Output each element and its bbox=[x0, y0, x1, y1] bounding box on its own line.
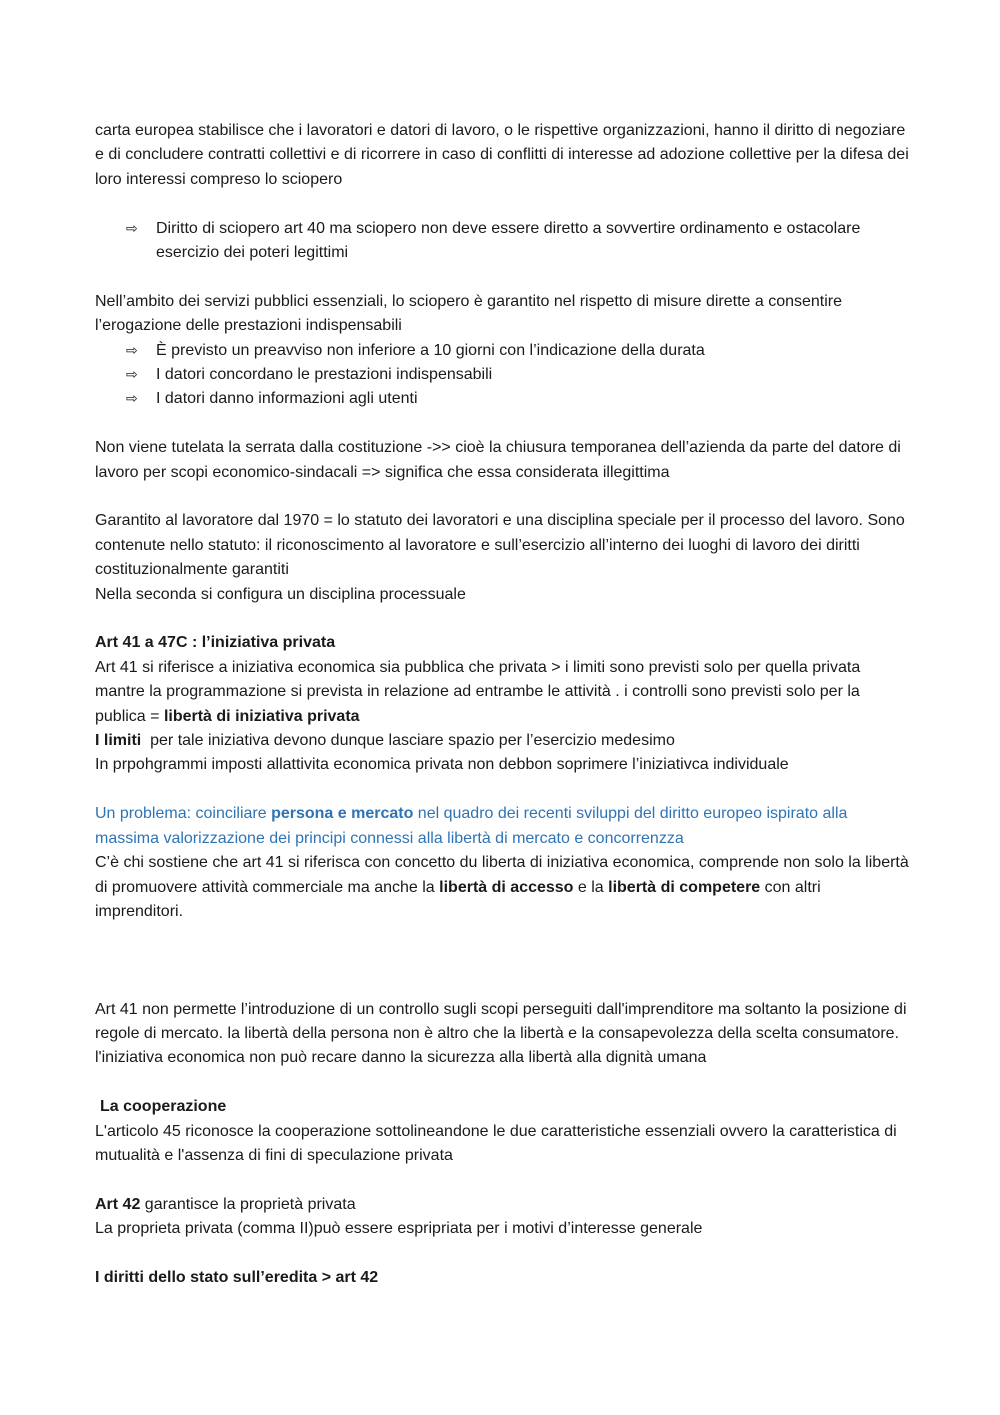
list-item-text: È previsto un preavviso non inferiore a 10 giorni con l’indicazione della durata bbox=[156, 341, 705, 359]
heading-art41 bbox=[95, 631, 910, 655]
paragraph-programmi: In prpohgrammi imposti allattivita economica privata non debbon soprimere l’iniziativca individuale bbox=[95, 756, 789, 774]
paragraph-limiti bbox=[95, 729, 910, 753]
paragraph-proprieta: La proprieta privata (comma II)può essere espripriata per i motivi d’interesse generale bbox=[95, 1220, 703, 1238]
paragraph-art41 bbox=[95, 656, 910, 729]
spacer bbox=[95, 192, 910, 216]
list-item bbox=[95, 387, 910, 411]
paragraph-seconda: Nella seconda si configura un disciplina processuale bbox=[95, 585, 466, 603]
paragraph-problema bbox=[95, 802, 910, 851]
paragraph-chi-sostiene bbox=[95, 851, 910, 924]
spacer bbox=[95, 1071, 910, 1095]
heading-cooperazione-text: La cooperazione bbox=[100, 1098, 227, 1116]
arrow-bullet-icon: ⇨ bbox=[126, 367, 138, 384]
paragraph-art41-controllo: Art 41 non permette l’introduzione di un controllo sugli scopi perseguiti dall'imprenditore ma soltanto la posizione di regole di mercato. la libertà della persona non è altro che la libertà e la consapevolezza della scelta consumatore. l'iniziativa economica non può recare danno la sicurezza alla libertà alla dignità umana bbox=[95, 1000, 907, 1067]
heading-art41-text: Art 41 a 47C : l’iniziativa privata bbox=[95, 634, 336, 652]
paragraph-carta-europea: carta europea stabilisce che i lavoratori e datori di lavoro, o le rispettive organizzazioni, hanno il diritto di negoziare e di concludere contratti collettivi e di ricorrere in caso di conflitti di interesse ad adozione collettive per la difesa dei loro interessi compreso lo sciopero bbox=[95, 122, 909, 188]
spacer bbox=[95, 485, 910, 509]
spacer bbox=[95, 973, 910, 997]
spacer bbox=[95, 1242, 910, 1266]
spacer bbox=[95, 412, 910, 436]
paragraph-chi-sostiene-text-a: C’è chi sostiene che art 41 si riferisca con concetto du liberta di iniziativa economica, comprende non solo la libertà di promuovere attività commerciale ma anche la bbox=[95, 854, 909, 896]
paragraph-chi-sostiene-text-b: e la bbox=[573, 878, 609, 896]
bullet-list-servizi bbox=[95, 339, 910, 412]
paragraph-servizi-pubblici: Nell’ambito dei servizi pubblici essenziali, lo sciopero è garantito nel rispetto di misure dirette a consentire l’erogazione delle prestazioni indispensabili bbox=[95, 292, 843, 335]
paragraph-cooperazione: L'articolo 45 riconosce la cooperazione sottolineandone le due caratteristiche essenziali ovvero la caratteristica di mutualità e l'assenza di fini di speculazione privata bbox=[95, 1122, 897, 1164]
paragraph-chi-sostiene-bold-2: libertà di competere bbox=[608, 878, 761, 896]
spacer bbox=[95, 265, 910, 289]
paragraph-serrata: Non viene tutelata la serrata dalla costituzione ->> cioè la chiusura temporanea dell’azienda da parte del datore di lavoro per scopi economico-sindacali => significa che essa considerata illegittima bbox=[95, 439, 901, 481]
paragraph-limiti-bold: I limiti bbox=[95, 732, 142, 750]
list-item-text: I datori concordano le prestazioni indispensabili bbox=[156, 366, 493, 384]
paragraph-art42-text: garantisce la proprietà privata bbox=[140, 1195, 356, 1213]
list-item-text: Diritto di sciopero art 40 ma sciopero non deve essere diretto a sovvertire ordinamento e ostacolare esercizio dei poteri legittimi bbox=[156, 219, 861, 262]
paragraph-art41-text: Art 41 si riferisce a iniziativa economica sia pubblica che privata > i limiti sono previsti solo per quella privata mantre la programmazione si prevista in relazione ad entrambe le attività . i controlli sono previsti solo per la publica = bbox=[95, 658, 861, 725]
arrow-bullet-icon: ⇨ bbox=[126, 342, 138, 359]
paragraph-chi-sostiene-bold-1: libertà di accesso bbox=[439, 878, 574, 896]
list-item-text: I datori danno informazioni agli utenti bbox=[156, 390, 418, 408]
paragraph-problema-text-b: nel quadro dei recenti sviluppi del diritto europeo ispirato alla massima valorizzazione dei principi connessi alla libertà di mercato e concorrenzza bbox=[95, 805, 848, 847]
arrow-bullet-icon: ⇨ bbox=[126, 220, 138, 237]
document-page bbox=[95, 119, 910, 1290]
spacer bbox=[95, 778, 910, 802]
spacer bbox=[95, 1168, 910, 1192]
list-item bbox=[95, 217, 910, 266]
spacer bbox=[95, 607, 910, 631]
bullet-list-sciopero bbox=[95, 217, 910, 266]
spacer bbox=[95, 924, 910, 973]
list-item bbox=[95, 339, 910, 363]
list-item bbox=[95, 363, 910, 387]
paragraph-limiti-text: per tale iniziativa devono dunque lasciare spazio per l’esercizio medesimo bbox=[141, 732, 675, 750]
paragraph-problema-bold: persona e mercato bbox=[271, 805, 414, 823]
paragraph-chi-sostiene-text-c: con altri imprenditori. bbox=[95, 878, 821, 920]
paragraph-art41-bold: libertà di iniziativa privata bbox=[163, 707, 360, 725]
paragraph-art42-bold: Art 42 bbox=[95, 1195, 141, 1213]
paragraph-art42 bbox=[95, 1193, 910, 1217]
arrow-bullet-icon: ⇨ bbox=[126, 391, 138, 408]
paragraph-problema-text-a: Un problema: coinciliare bbox=[95, 805, 272, 823]
heading-eredita-text: I diritti dello stato sull’eredita > art 42 bbox=[95, 1268, 379, 1286]
heading-cooperazione bbox=[95, 1095, 910, 1119]
heading-eredita bbox=[95, 1266, 910, 1290]
paragraph-statuto: Garantito al lavoratore dal 1970 = lo statuto dei lavoratori e una disciplina speciale per il processo del lavoro. Sono contenute nello statuto: il riconoscimento al lavoratore e sull’esercizio all’interno dei luoghi di lavoro dei diritti costituzionalmente garantiti bbox=[95, 512, 905, 579]
